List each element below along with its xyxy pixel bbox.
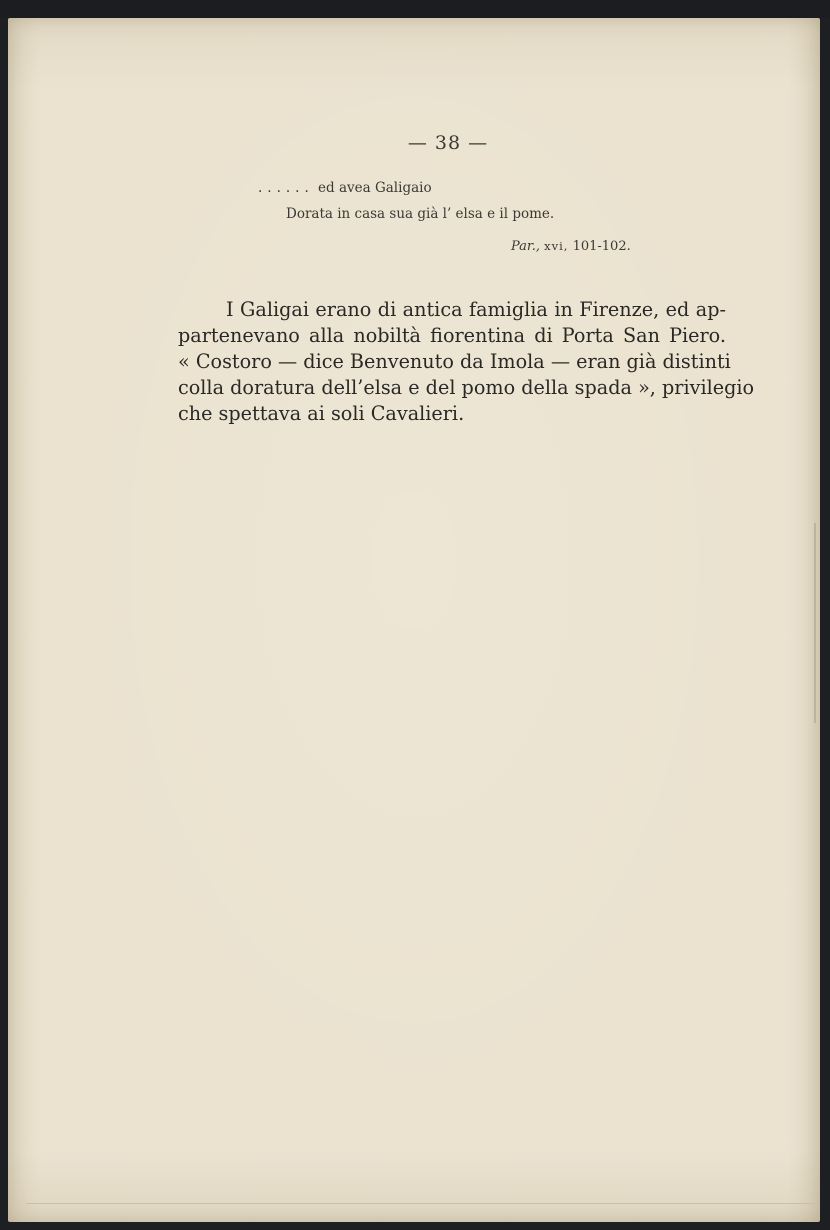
paragraph-line: colla doratura dell’elsa e del pomo della spada », privilegio — [178, 376, 755, 399]
epigraph-citation — [511, 239, 631, 254]
paragraph-line: I Galigai erano di antica famiglia in Firenze, ed ap- — [226, 298, 726, 321]
paragraph-line: « Costoro — dice Benvenuto da Imola — eran già distinti — [178, 350, 731, 373]
citation-work: Par., — [511, 239, 540, 254]
body-paragraph — [178, 297, 755, 427]
epigraph-line-1 — [258, 180, 432, 196]
page-bottom-edge — [26, 1203, 816, 1204]
scanner-background-strip — [0, 0, 830, 18]
epigraph-ellipsis: ...... — [258, 180, 314, 196]
paragraph-line: che spettava ai soli Cavalieri. — [178, 402, 465, 425]
epigraph-line-2: Dorata in casa sua già l’ elsa e il pome. — [286, 206, 555, 222]
paragraph-line: partenevano alla nobiltà fiorentina di Porta San Piero. — [178, 324, 726, 347]
citation-book: xvi, — [544, 239, 569, 253]
book-page — [8, 18, 820, 1222]
citation-lines: 101-102. — [572, 239, 631, 254]
page-number: — 38 — — [407, 132, 489, 154]
page-edge-tab — [814, 523, 822, 723]
epigraph-line-1-text: ed avea Galigaio — [318, 180, 432, 196]
